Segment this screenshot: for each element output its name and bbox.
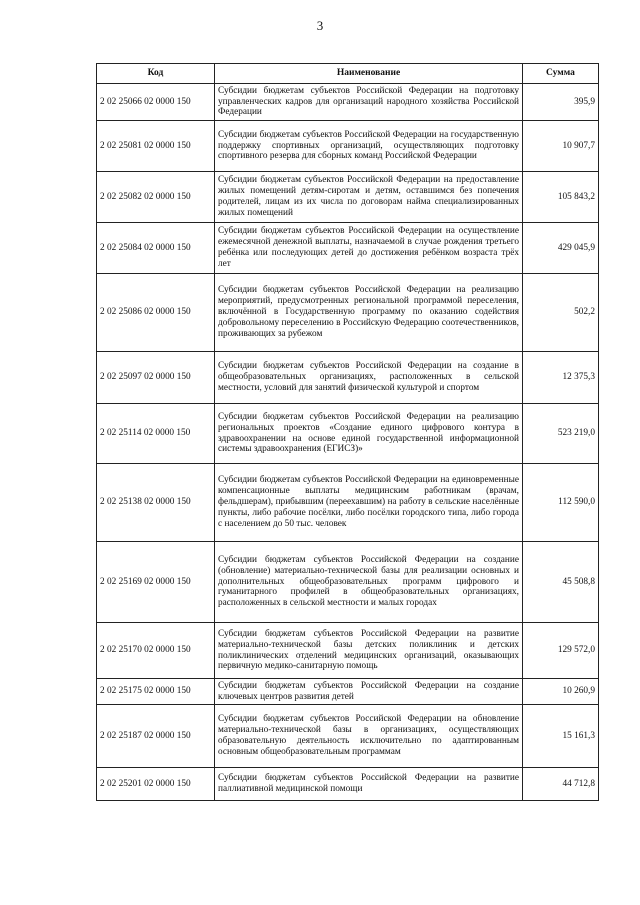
row-sum: 395,9 <box>523 84 599 121</box>
row-name: Субсидии бюджетам субъектов Российской Федерации на подготовку управленческих кадров для организаций народного хозяйства Российской Федерации <box>215 84 523 121</box>
row-code: 2 02 25170 02 0000 150 <box>97 623 215 679</box>
row-sum: 429 045,9 <box>523 223 599 274</box>
page-number: 3 <box>316 18 324 33</box>
row-code: 2 02 25169 02 0000 150 <box>97 542 215 623</box>
row-name: Субсидии бюджетам субъектов Российской Федерации на развитие материально-технической базы детских поликлиник и детских поликлинических отделений медицинских организаций, оказывающих первичную медико-санитарную помощь <box>215 623 523 679</box>
row-code: 2 02 25138 02 0000 150 <box>97 464 215 542</box>
table-row <box>97 768 599 801</box>
row-name: Субсидии бюджетам субъектов Российской Федерации на реализацию мероприятий, предусмотренных региональной программой переселения, включённой в Государственную программу по оказанию содействия добровольному переселению в Российскую Федерацию соотечественников, проживающих за рубежом <box>215 274 523 352</box>
row-code: 2 02 25086 02 0000 150 <box>97 274 215 352</box>
row-sum: 10 260,9 <box>523 679 599 705</box>
table-row <box>97 274 599 352</box>
row-sum: 12 375,3 <box>523 352 599 404</box>
row-sum: 502,2 <box>523 274 599 352</box>
row-code: 2 02 25066 02 0000 150 <box>97 84 215 121</box>
row-name: Субсидии бюджетам субъектов Российской Федерации на создание ключевых центров развития детей <box>215 679 523 705</box>
table-header-row <box>97 64 599 84</box>
row-name: Субсидии бюджетам субъектов Российской Федерации на обновление материально-технической базы в организациях, осуществляющих образовательную деятельность исключительно по адаптированным основным общеобразовательным программам <box>215 705 523 768</box>
row-name: Субсидии бюджетам субъектов Российской Федерации на создание (обновление) материально-технической базы для реализации основных и дополнительных общеобразовательных программ цифрового и гуманитарного профилей в общеобразовательных организациях, расположенных в сельской местности и малых городах <box>215 542 523 623</box>
row-name: Субсидии бюджетам субъектов Российской Федерации на государственную поддержку спортивных организаций, осуществляющих подготовку спортивного резерва для сборных команд Российской Федерации <box>215 121 523 172</box>
column-header-name: Наименование <box>215 64 523 84</box>
table-row <box>97 172 599 223</box>
row-sum: 10 907,7 <box>523 121 599 172</box>
column-header-code: Код <box>97 64 215 84</box>
row-code: 2 02 25114 02 0000 150 <box>97 404 215 464</box>
row-code: 2 02 25097 02 0000 150 <box>97 352 215 404</box>
row-name: Субсидии бюджетам субъектов Российской Федерации на создание в общеобразовательных организациях, расположенных в сельской местности, условий для занятий физической культурой и спортом <box>215 352 523 404</box>
table-row <box>97 84 599 121</box>
row-name: Субсидии бюджетам субъектов Российской Федерации на единовременные компенсационные выплаты медицинским работникам (врачам, фельдшерам), прибывшим (переехавшим) на работу в сельские населённые пункты, либо рабочие посёлки, либо посёлки городского типа, либо города с населением до 50 тыс. человек <box>215 464 523 542</box>
row-code: 2 02 25175 02 0000 150 <box>97 679 215 705</box>
table-row <box>97 542 599 623</box>
row-sum: 15 161,3 <box>523 705 599 768</box>
table-row <box>97 121 599 172</box>
budget-table <box>96 63 599 801</box>
row-sum: 112 590,0 <box>523 464 599 542</box>
column-header-sum: Сумма <box>523 64 599 84</box>
row-sum: 105 843,2 <box>523 172 599 223</box>
row-name: Субсидии бюджетам субъектов Российской Федерации на развитие паллиативной медицинской помощи <box>215 768 523 801</box>
row-code: 2 02 25084 02 0000 150 <box>97 223 215 274</box>
row-code: 2 02 25082 02 0000 150 <box>97 172 215 223</box>
row-name: Субсидии бюджетам субъектов Российской Федерации на реализацию региональных проектов «Создание единого цифрового контура в здравоохранении на основе единой государственной информационной системы здравоохранения (ЕГИСЗ)» <box>215 404 523 464</box>
table-row <box>97 464 599 542</box>
table-row <box>97 679 599 705</box>
row-sum: 44 712,8 <box>523 768 599 801</box>
table-row <box>97 705 599 768</box>
table-row <box>97 223 599 274</box>
table-row <box>97 352 599 404</box>
row-code: 2 02 25081 02 0000 150 <box>97 121 215 172</box>
table-row <box>97 404 599 464</box>
row-sum: 45 508,8 <box>523 542 599 623</box>
row-code: 2 02 25187 02 0000 150 <box>97 705 215 768</box>
row-name: Субсидии бюджетам субъектов Российской Федерации на предоставление жилых помещений детям-сиротам и детям, оставшимся без попечения родителей, лицам из их числа по договорам найма специализированных жилых помещений <box>215 172 523 223</box>
row-sum: 129 572,0 <box>523 623 599 679</box>
row-name: Субсидии бюджетам субъектов Российской Федерации на осуществление ежемесячной денежной выплаты, назначаемой в случае рождения третьего ребёнка или последующих детей до достижения ребёнком возраста трёх лет <box>215 223 523 274</box>
row-code: 2 02 25201 02 0000 150 <box>97 768 215 801</box>
table-row <box>97 623 599 679</box>
row-sum: 523 219,0 <box>523 404 599 464</box>
